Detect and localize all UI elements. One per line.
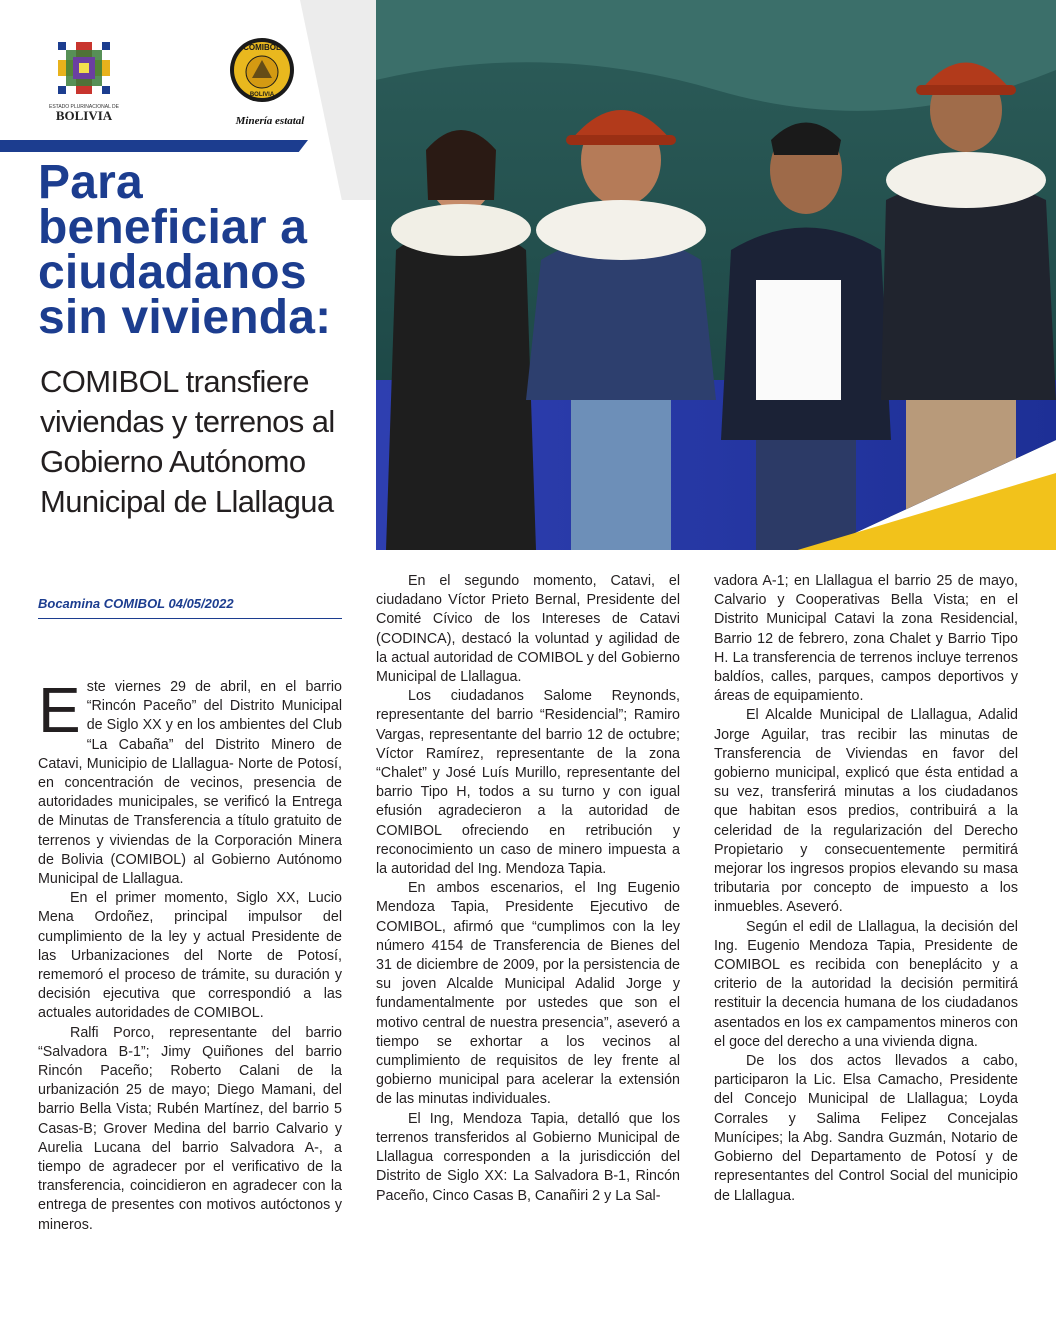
article-paragraph: Ralfi Porco, representante del barrio “Salvadora B-1”; Jimy Quiñones del barrio Rincón Paceño; Roberto Calani de la urbanización 25 de mayo; Diego Mamani, del barrio Bella Vista; Rubén Martínez, del barrio 5 Casas-B; Grover Medina del barrio Calvario y Aurelia Lucana del barrio Salvadora A-, a tiempo de agradecer por el verificativo de la transferencia, coincidieron en agradecer con la entrega de presentes con motivos autóctonos y mineros. xyxy=(38,1024,342,1233)
article-paragraph: vadora A-1; en Llallagua el barrio 25 de mayo, Calvario y Cooperativas Bella Vista; en el Distrito Municipal Catavi la zona Residencial, Barrio 12 de febrero, zona Chalet y Barrio Tipo H. La transferencia de terrenos incluye terrenos baldíos, calles, parques, campos deportivos y áreas de equipamiento. xyxy=(714,573,1018,705)
article-paragraph: Los ciudadanos Salome Reynonds, representante del barrio “Residencial”; Ramiro Vargas, representante del barrio 12 de octubre; Víctor Ramírez, representante de la zona “Chalet” y José Luís Murillo, representante del barrio Tipo H, todos a su turno y con igual efusión agradecieron a la autoridad de COMIBOL ofreciendo en retribución y reconocimiento un caso de minero impuesta a la autoridad del Ing. Mendoza Tapia. xyxy=(376,688,680,878)
comibol-logo xyxy=(222,34,312,130)
paragraph-text: ste viernes 29 de abril, en el barrio “Rincón Paceño” del Distrito Municipal de Siglo XX y en los ambientes del Club “La Cabaña” del Distrito Minero de Catavi, Municipio de Llallagua- Norte de Potosí, en concentración de vecinos, presencia de autoridades municipales, se verificó la Entrega de Minutas de Transferencia a título gratuito de terrenos y viviendas de la Corporación Minera de Bolivia (COMIBOL) al Gobierno Autónomo Municipal de Llallagua. xyxy=(38,679,342,888)
article-column-3 xyxy=(714,572,1018,1206)
comibol-seal-icon xyxy=(222,34,312,130)
bolivia-logo-caption: ESTADO PLURINACIONAL DE xyxy=(48,104,120,110)
article-paragraph: En el primer momento, Siglo XX, Lucio Mena Ordoñez, principal impulsor del cumplimiento de la ley y actual Presidente de las Urbanizaciones del Norte de Potosí, rememoró el proceso de trámite, su duración y decisión ejecutiva que correspondió a las actuales autoridades de COMIBOL. xyxy=(38,890,342,1022)
article-paragraph: En el segundo momento, Catavi, el ciudadano Víctor Prieto Bernal, Presidente del Comité Cívico de los Intereses de Catavi (CODINCA), destacó la voluntad y agilidad de la actual autoridad de COMIBOL y del Gobierno Municipal de Llallagua. xyxy=(376,573,680,686)
article-title: Para beneficiar a ciudadanos sin vivienda: xyxy=(38,156,332,344)
article-paragraph: Según el edil de Llallagua, la decisión del Ing. Eugenio Mendoza Tapia, Presidente de COMIBOL es recibida con beneplácito y a criterio de la autoridad la decisión permitirá restituir la decencia humana de los ciudadanos asentados en los ex campamentos mineros con el goce del derecho a una vivienda digna. xyxy=(714,918,1018,1050)
article-subtitle: COMIBOL transfiere viviendas y terrenos al Gobierno Autónomo Municipal de Llallagua xyxy=(40,364,335,519)
comibol-signature: Minería estatal xyxy=(235,115,305,127)
article-paragraph: En ambos escenarios, el Ing Eugenio Mendoza Tapia, Presidente Ejecutivo de COMIBOL, afirmó que “cumplimos con la ley número 4154 de Transferencia de Bienes del 31 de diciembre de 2009, por la persistencia de su joven Alcalde Municipal Adalid Jorge y fundamentalmente por ustedes que son el motivo central de nuestra presencia”, aseveró a tiempo se exhortar a los vecinos al cumplimiento de requisitos de ley frente al gobierno municipal para acelerar la extensión de las minutas individuales. xyxy=(376,880,680,1108)
article-paragraph xyxy=(38,674,342,889)
comibol-seal-top-text: COMIBOL xyxy=(243,43,281,52)
article-column-2 xyxy=(376,572,680,1206)
chakana-icon xyxy=(44,36,124,126)
event-photo xyxy=(376,0,1056,550)
drop-cap: E xyxy=(38,674,81,746)
bolivia-logo-name: BOLIVIA xyxy=(55,108,113,123)
comibol-seal-bottom-text: BOLIVIA xyxy=(249,92,275,98)
article-paragraph: De los dos actos llevados a cabo, participaron la Lic. Elsa Camacho, Presidente del Concejo Municipal de Llallagua; Loyda Corrales y Salima Felipez Concejalas Munícipes; la Abg. Sandra Guzmán, Notario de Gobierno del Departamento de Potosí y de representantes del Control Social del municipio de Llallagua. xyxy=(714,1053,1018,1204)
bolivia-logo xyxy=(44,36,124,126)
decorative-blue-bar xyxy=(0,140,308,152)
article-column-1 xyxy=(38,674,342,1235)
article-byline: Bocamina COMIBOL 04/05/2022 xyxy=(38,596,234,611)
photo-scene xyxy=(376,0,1056,550)
article-paragraph: El Ing, Mendoza Tapia, detalló que los terrenos transferidos al Gobierno Municipal de Llallagua corresponden a la jurisdicción del Distrito de Siglo XX: La Salvadora B-1, Rincón Paceño, Cinco Casas B, Canañiri 2 y La Sal- xyxy=(376,1110,680,1204)
byline-divider xyxy=(38,618,342,619)
article-paragraph: El Alcalde Municipal de Llallagua, Adalid Jorge Aguilar, tras recibir las minutas de Transferencia de Viviendas en favor del gobierno municipal, explicó que ésta entidad a su vez, transferirá minutas a los ciudadanos que habitan esos predios, contribuirá a la celeridad de la regularización del Derecho Propietario y consecuentemente permitirá mejorar los ingresos propios elevando su masa tributaria por concepto de impuesto a los inmuebles. Aseveró. xyxy=(714,707,1018,916)
